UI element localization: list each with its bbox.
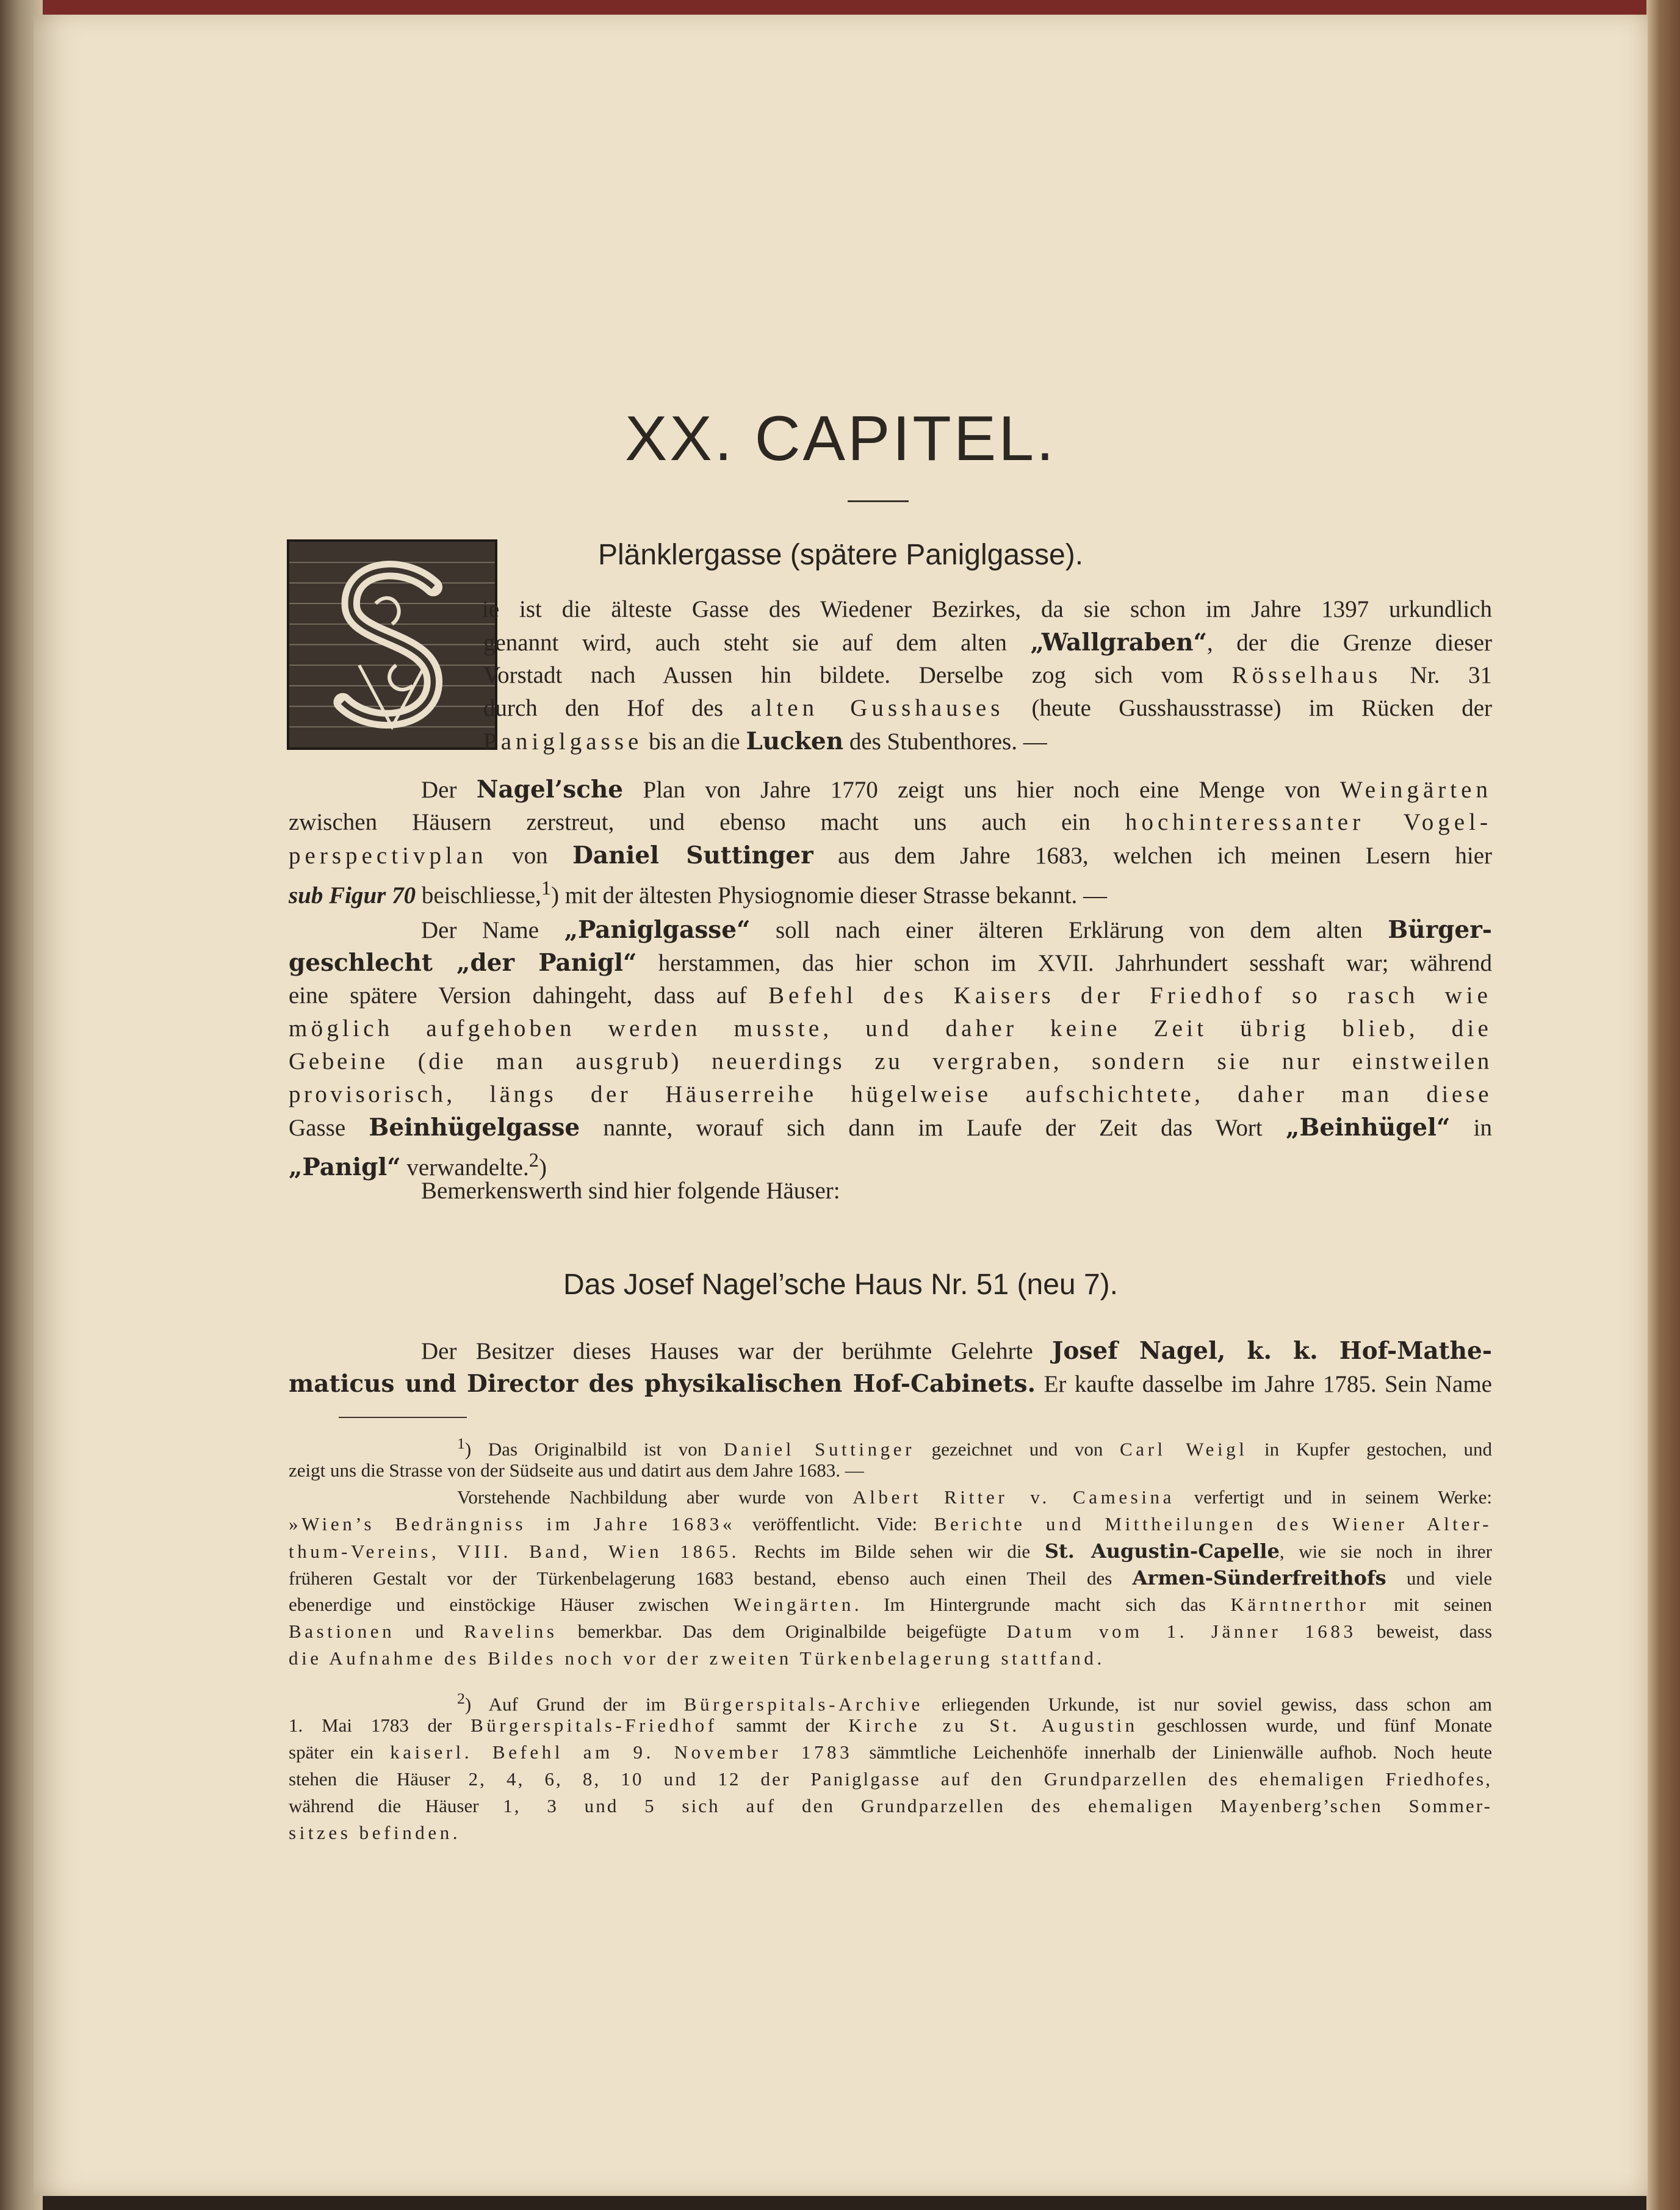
p1-line-2: genannt wird, auch steht sie auf dem alten „Wallgraben“, der die Grenze dieser xyxy=(483,628,1492,657)
p3-line-8: „Panigl“ verwandelte.$^2$) xyxy=(289,1150,547,1181)
book-page xyxy=(34,15,1648,2196)
p2-line-3: perspectivplan von Daniel Suttinger aus dem Jahre 1683, welchen ich meinen Lesern hier xyxy=(289,841,1492,869)
footnote-1-line-8: Bastionen und Ravelins bemerkbar. Das dem Originalbilde beigefügte Datum vom 1. Jänner 1683 beweist, dass xyxy=(289,1621,1493,1642)
footnote-2-line-2: 1. Mai 1783 der Bürgerspitals-Friedhof sammt der Kirche zu St. Augustin geschlossen wurde, und fünf Monate xyxy=(289,1715,1492,1736)
p3-line-7: Gasse Beinhügelgasse nannte, worauf sich dann im Laufe der Zeit das Wort „Beinhügel“ in xyxy=(289,1114,1492,1142)
p5-line-2: maticus und Director des physikalischen Hof-Cabinets. Er kaufte dasselbe im Jahre 1785. Sein Name xyxy=(289,1370,1492,1398)
p3-line-6: provisorisch, längs der Häuserreihe hügelweise aufschichtete, daher man diese xyxy=(289,1081,1492,1107)
footnote-2-line-1: $^2$) Auf Grund der im Bürgerspitals-Archive erliegenden Urkunde, ist nur soviel gewiss, dass schon am xyxy=(457,1690,1492,1715)
p3-line-5: Gebeine (die man ausgrub) neuerdings zu vergraben, sondern sie nur einstweilen xyxy=(289,1048,1492,1074)
section-title-nagel-haus: Das Josef Nagel’sche Haus Nr. 51 (neu 7). xyxy=(563,1269,1118,1301)
p3-line-2: geschlecht „der Panigl“ herstammen, das hier schon im XVII. Jahrhundert sesshaft war; während xyxy=(289,949,1492,977)
p4-line: Bemerkenswerth sind hier folgende Häuser: xyxy=(421,1178,840,1204)
p2-line-1: Der Nagel’sche Plan von Jahre 1770 zeigt uns hier noch eine Menge von Weingärten xyxy=(421,776,1492,804)
footnote-1-line-5: thum-Vereins, VIII. Band, Wien 1865. Rechts im Bilde sehen wir die St. Augustin-Capelle, wie sie noch in ihrer xyxy=(289,1539,1492,1563)
p5-line-1: Der Besitzer dieses Hauses war der berühmte Gelehrte Josef Nagel, k. k. Hof-Mathe- xyxy=(421,1337,1492,1365)
p1-line-1: ie ist die älteste Gasse des Wiedener Bezirkes, da sie schon im Jahre 1397 urkundlich xyxy=(482,596,1492,622)
p2-line-4: sub Figur 70 beischliesse,$^1$) mit der ältesten Physiognomie dieser Strasse bekannt. — xyxy=(289,877,1108,909)
footnote-1-line-6: früheren Gestalt vor der Türkenbelagerung 1683 bestand, ebenso auch einen Theil des Armen-Sünderfreithofs und viele xyxy=(289,1566,1492,1589)
footnote-2-line-4: stehen die Häuser 2, 4, 6, 8, 10 und 12 der Paniglgasse auf den Grundparzellen des ehemaligen Friedhofes, xyxy=(289,1768,1492,1790)
footnote-1-line-7: ebenerdige und einstöckige Häuser zwischen Weingärten. Im Hintergrunde macht sich das Kärntnerthor mit seinen xyxy=(289,1594,1492,1615)
footnote-1-line-2: zeigt uns die Strasse von der Südseite aus und datirt aus dem Jahre 1683. — xyxy=(289,1460,864,1481)
footnote-divider xyxy=(339,1417,467,1418)
footnote-1-line-4: »Wien’s Bedrängniss im Jahre 1683« veröffentlicht. Vide: Berichte und Mittheilungen des Wiener Alter- xyxy=(289,1513,1492,1535)
p2-line-2: zwischen Häusern zerstreut, und ebenso macht uns auch ein hochinteressanter Vogel- xyxy=(289,809,1492,835)
chapter-title: XX. CAPITEL. xyxy=(625,403,1056,474)
p1-line-4: durch den Hof des alten Gusshauses (heute Gusshausstrasse) im Rücken der xyxy=(483,695,1492,721)
footnote-2-line-5: während die Häuser 1, 3 und 5 sich auf den Grundparzellen des ehemaligen Mayenberg’schen Sommer- xyxy=(289,1795,1492,1816)
footnote-1-line-3: Vorstehende Nachbildung aber wurde von Albert Ritter v. Camesina verfertigt und in seinem Werke: xyxy=(457,1486,1492,1508)
decorated-initial-s-icon xyxy=(287,539,497,750)
footnote-2-line-3: später ein kaiserl. Befehl am 9. November 1783 sämmtliche Leichenhöfe innerhalb der Linienwälle aufhob. Noch heute xyxy=(289,1741,1492,1763)
footnote-1-line-1: $^1$) Das Originalbild ist von Daniel Suttinger gezeichnet und von Carl Weigl in Kupfer gestochen, und xyxy=(457,1434,1492,1460)
p3-line-3: eine spätere Version dahingeht, dass auf Befehl des Kaisers der Friedhof so rasch wie xyxy=(289,982,1492,1009)
title-divider xyxy=(848,500,909,502)
p1-line-5: Paniglgasse bis an die Lucken des Stubenthores. — xyxy=(483,727,1047,755)
footnote-2-line-6: sitzes befinden. xyxy=(289,1822,461,1843)
p3-line-4: möglich aufgehoben werden musste, und daher keine Zeit übrig blieb, die xyxy=(289,1015,1492,1042)
p1-line-3: Vorstadt nach Aussen hin bildete. Derselbe zog sich vom Rösselhaus Nr. 31 xyxy=(483,662,1493,688)
section-title-plaenklergasse: Plänklergasse (spätere Paniglgasse). xyxy=(597,539,1084,571)
p3-line-1: Der Name „Paniglgasse“ soll nach einer älteren Erklärung von dem alten Bürger- xyxy=(421,916,1492,944)
book-right-edge xyxy=(1646,0,1680,2210)
book-top-edge xyxy=(0,0,1680,16)
footnote-1-line-9: die Aufnahme des Bildes noch vor der zweiten Türkenbelagerung stattfand. xyxy=(289,1647,1105,1669)
